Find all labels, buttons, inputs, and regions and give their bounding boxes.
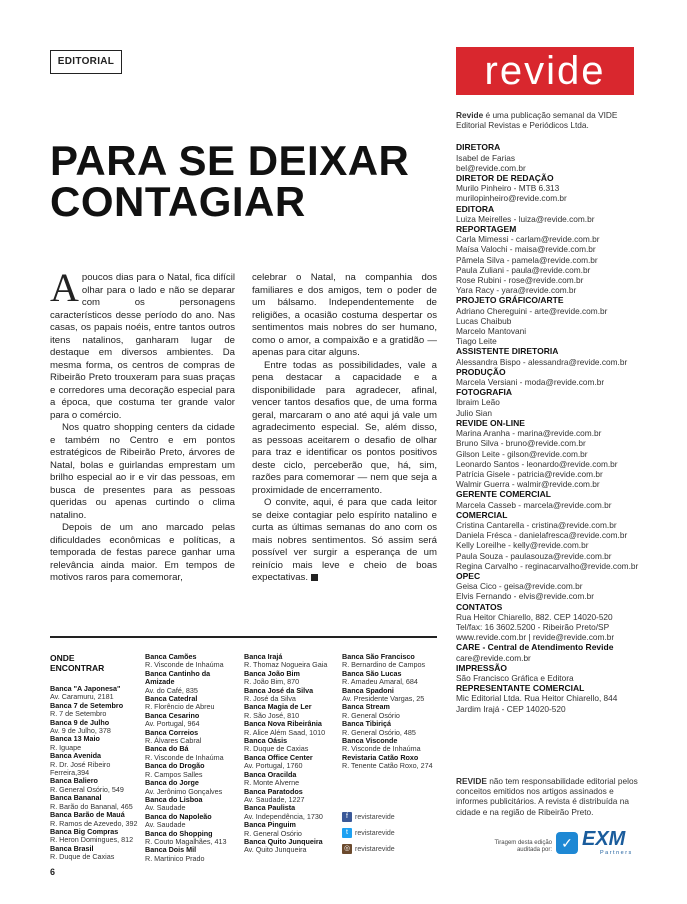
newsstand-address: Av. Jerônimo Gonçalves xyxy=(145,786,223,796)
newsstand-name: Banca Office Center xyxy=(244,752,313,762)
masthead-line: Regina Carvalho - reginacarvalho@revide.com.br xyxy=(456,560,639,571)
masthead-heading: COMERCIAL xyxy=(456,509,508,520)
checkmark-icon: ✓ xyxy=(556,832,578,854)
newsstand-address: R. Barão do Bananal, 465 xyxy=(50,801,133,811)
newsstand-name: Banca Cesarino xyxy=(145,710,200,720)
newsstand-address: R. Ramos de Azevedo, 392 xyxy=(50,818,138,828)
newsstand-address: R. Duque de Caxias xyxy=(244,744,309,754)
newsstand-address: Av. Saudade xyxy=(145,803,186,813)
newsstand-name: Banca Correios xyxy=(145,727,199,737)
paragraph-5: Entre todas as possibilidades, vale a pena destacar a capacidade e a disponibilidade para agradecer, afinal, vencer tantos desafios que, de uma forma geral, marcaram o ano até aqui já vale um agradecimento especial. Se, além disso, as pessoas aceitarem o desafio de olhar para traz e identificar os pontos positivos deste ciclo, perceberão que, há, sim, razões para comemorar — nem que seja a proximidade de encerramento. xyxy=(252,359,437,496)
masthead-line: Leonardo Santos - leonardo@revide.com.br xyxy=(456,458,618,469)
masthead-line: Paula Zuliani - paula@revide.com.br xyxy=(456,264,591,275)
masthead-line: Adriano Chereguini - arte@revide.com.br xyxy=(456,305,608,316)
masthead-heading: PRODUÇÃO xyxy=(456,366,506,377)
newsstand-name: Banca Camões xyxy=(145,652,197,661)
end-mark-icon xyxy=(311,574,318,581)
newsstand-name: Banca Cantinho da Amizade xyxy=(145,668,211,687)
masthead-line: Mic Editorial Ltda. Rua Heitor Chiarello, 844 xyxy=(456,693,618,704)
newsstand-address: Av. Independência, 1730 xyxy=(244,811,323,821)
newsstand-name: Banca Magia de Ler xyxy=(244,702,312,712)
masthead-heading: ASSISTENTE DIRETORIA xyxy=(456,346,559,357)
masthead-line: Patrícia Gisele - patricia@revide.com.br xyxy=(456,468,603,479)
social-instagram[interactable]: ◎ revistarevide xyxy=(343,845,395,853)
paragraph-1: poucos dias para o Natal, fica difícil olhar para o lado e não se deparar com os personagens característicos desse período do ano. Nas casas, os papais noéis, entre tantos outros itens natalinos, ganharam lugar de destaque em diversos ambientes. Da mesma forma, os centros de compras de Ribeirão Preto trouxeram para suas praças e corredores uma decoração especial para a época, que costuma ter grande valor para o comércio. xyxy=(50,272,235,421)
newsstand-address: R. Monte Alverne xyxy=(244,778,300,788)
masthead-heading: EDITORA xyxy=(456,203,495,214)
paragraph-3: Depois de um ano marcado pelas dificuldades econômicas e políticas, a temporada de festas parece ganhar uma relevância ainda maior. Em tempos de motivos raros para comemorar, xyxy=(50,522,235,583)
newsstand-name: Banca Brasil xyxy=(50,843,94,853)
masthead-heading: CARE - Central de Atendimento Revide xyxy=(456,642,614,653)
exm-logo: EXM xyxy=(582,828,626,850)
newsstand-name: Banca do Shopping xyxy=(145,828,213,838)
newsstand-name: Banca São Lucas xyxy=(342,668,402,678)
masthead xyxy=(456,110,641,714)
masthead-line: Kelly Loreilhe - kelly@revide.com.br xyxy=(456,540,589,551)
newsstand-address: R. Florêncio de Abreu xyxy=(145,702,215,712)
newsstand-address: R. General Osório xyxy=(342,710,400,720)
social-twitter[interactable]: t revistarevide xyxy=(342,828,395,838)
masthead-line: Tel/fax: 16 3602.5200 - Ribeirão Preto/SP xyxy=(456,621,610,632)
social-facebook[interactable]: f revistarevide xyxy=(342,812,395,822)
newsstand-address: Av. Quito Junqueira xyxy=(244,845,307,855)
masthead-heading: REVIDE ON-LINE xyxy=(456,417,525,428)
audit-text: Tiragem desta edição auditada por: xyxy=(494,840,552,853)
newsstand-name: Banca "A Japonesa" xyxy=(50,684,121,693)
newsstand-name: Banca Visconde xyxy=(342,736,398,746)
newsstand-name: Banca São Francisco xyxy=(342,652,415,661)
newsstand-address: R. Álvares Cabral xyxy=(145,736,202,746)
newsstand-address: R. Bernardino de Campos xyxy=(342,660,426,670)
masthead-line: Yara Racy - yara@revide.com.br xyxy=(456,285,577,296)
newsstand-name: Banca Barão de Mauá xyxy=(50,810,125,820)
newsstand-name: Banca Bananal xyxy=(50,793,102,803)
masthead-line: Jardim Irajá - CEP 14020-520 xyxy=(456,703,566,714)
newsstand-name: Banca Avenida xyxy=(50,751,101,761)
newsstand-column-2 xyxy=(145,653,240,863)
newsstand-name: Banca Oracilda xyxy=(244,769,297,779)
newsstand-address: R. Visconde de Inhaúma xyxy=(342,744,421,754)
masthead-heading: REPORTAGEM xyxy=(456,224,517,235)
masthead-line: Paula Souza - paulasouza@revide.com.br xyxy=(456,550,612,561)
newsstand-name: Banca Paratodos xyxy=(244,786,303,796)
facebook-icon: f xyxy=(342,812,352,822)
masthead-line: Rua Heitor Chiarello, 882. CEP 14020-520 xyxy=(456,611,613,622)
newsstand-name: Banca Big Compras xyxy=(50,826,119,836)
newsstand-address: R. Visconde de Inhaúma xyxy=(145,660,224,670)
newsstand-address: Av. Saudade, 1227 xyxy=(244,794,305,804)
masthead-line: Walmir Guerra - walmir@revide.com.br xyxy=(456,479,600,490)
masthead-line: Luiza Meirelles - luiza@revide.com.br xyxy=(456,213,595,224)
newsstand-address: R. General Osório xyxy=(244,828,302,838)
drop-cap: A xyxy=(50,265,79,310)
masthead-line: Tiago Leite xyxy=(456,336,497,347)
masthead-line: Marcela Versiani - moda@revide.com.br xyxy=(456,377,605,388)
newsstand-name: Banca Nova Ribeirânia xyxy=(244,719,322,729)
masthead-entries xyxy=(456,142,641,713)
masthead-line: Pâmela Silva - pamela@revide.com.br xyxy=(456,254,598,265)
masthead-line: Lucas Chaibub xyxy=(456,315,512,326)
instagram-icon: ◎ xyxy=(343,845,351,852)
newsstand-name: Banca do Lisboa xyxy=(145,794,203,804)
masthead-line: Bruno Silva - bruno@revide.com.br xyxy=(456,438,586,449)
newsstand-name: Banca Catedral xyxy=(145,694,198,704)
newsstand-name: Banca João Bim xyxy=(244,668,300,678)
exm-sub-logo: Partners xyxy=(600,850,633,856)
newsstand-address: R. Dr. José Ribeiro Ferreira,394 xyxy=(50,759,111,778)
newsstand-address: R. 7 de Setembro xyxy=(50,709,107,719)
newsstand-address: R. Martinico Prado xyxy=(145,853,205,863)
masthead-line: Marcela Casseb - marcela@revide.com.br xyxy=(456,499,612,510)
onde-encontrar-title: ONDE ENCONTRAR xyxy=(50,653,105,673)
masthead-line: Rose Rubini - rose@revide.com.br xyxy=(456,275,584,286)
paragraph-4: celebrar o Natal, na companhia dos familiares e dos amigos, tem o poder de um bálsamo. Independentemente de religiões, a ocasião costuma despertar os sentimentos mais nobres do ser humano, como o amor, a compaixão e a gratidão — apenas para citar alguns. xyxy=(252,272,437,358)
masthead-line: Marina Aranha - marina@revide.com.br xyxy=(456,428,602,439)
masthead-line: Daniela Frésca - danielafresca@revide.com.br xyxy=(456,530,628,541)
newsstand-address: R. João Bim, 870 xyxy=(244,677,300,687)
paragraph-6: O convite, aqui, é para que cada leitor se deixe contagiar pelo espírito natalino e curta as últimas semanas do ano com os mais nobres sentimentos. Só assim será possível ver surgir a esperança de um reinício mais leve e cheio de boas expectativas. xyxy=(252,497,437,583)
newsstand-address: Av. Portugal, 1760 xyxy=(244,761,303,771)
newsstand-column-1 xyxy=(50,685,145,862)
masthead-line: Ibraim Leão xyxy=(456,397,500,408)
newsstand-address: R. Couto Magalhães, 413 xyxy=(145,836,227,846)
newsstand-name: Banca 9 de Julho xyxy=(50,717,110,727)
masthead-line: Gilson Leite - gilson@revide.com.br xyxy=(456,448,588,459)
masthead-line: Julio Sian xyxy=(456,407,492,418)
twitter-icon: t xyxy=(342,828,352,838)
masthead-line: Carla Mimessi - carlam@revide.com.br xyxy=(456,234,600,245)
section-tag: EDITORIAL xyxy=(50,50,122,74)
newsstand-address: R. Campos Salles xyxy=(145,769,203,779)
newsstand-address: R. Amadeu Amaral, 684 xyxy=(342,677,418,687)
masthead-heading: IMPRESSÃO xyxy=(456,662,508,673)
masthead-line: murilopinheiro@revide.com.br xyxy=(456,193,567,204)
masthead-line: Isabel de Farias xyxy=(456,152,516,163)
newsstand-address: R. General Osório, 485 xyxy=(342,727,416,737)
newsstand-column-3 xyxy=(244,653,339,855)
newsstand-address: Av. 9 de Julho, 378 xyxy=(50,726,111,736)
newsstand-name: Banca Irajá xyxy=(244,652,283,661)
newsstand-name: Banca Quito Junqueira xyxy=(244,836,323,846)
newsstand-name: Banca José da Silva xyxy=(244,685,314,695)
newsstand-address: R. Tenente Catão Roxo, 274 xyxy=(342,761,433,771)
newsstand-address: R. Visconde de Inhaúma xyxy=(145,752,224,762)
newsstand-name: Revistaria Catão Roxo xyxy=(342,752,419,762)
masthead-line: Elvis Fernando - elvis@revide.com.br xyxy=(456,591,594,602)
masthead-heading: REPRESENTANTE COMERCIAL xyxy=(456,683,585,694)
newsstand-address: Av. Presidente Vargas, 25 xyxy=(342,694,425,704)
newsstand-name: Banca do Bá xyxy=(145,744,189,754)
newsstand-name: Banca 7 de Setembro xyxy=(50,700,124,710)
newsstand-name: Banca Oásis xyxy=(244,736,288,746)
masthead-heading: OPEC xyxy=(456,570,481,581)
newsstand-name: Banca Tibiriçá xyxy=(342,719,392,729)
revide-logo: revide xyxy=(456,47,634,95)
masthead-line: São Francisco Gráfica e Editora xyxy=(456,672,574,683)
newsstand-name: Banca Baliero xyxy=(50,776,98,786)
newsstand-name: Banca do Drogão xyxy=(145,761,205,771)
masthead-heading: DIRETORA xyxy=(456,142,501,153)
newsstand-name: Banca do Napoleão xyxy=(145,811,212,821)
newsstand-name: Banca Pinguim xyxy=(244,820,296,830)
newsstand-address: Av. Caramuru, 2181 xyxy=(50,692,114,702)
newsstand-name: Banca do Jorge xyxy=(145,778,199,788)
newsstand-address: Av. do Café, 835 xyxy=(145,685,198,695)
paragraph-2: Nos quatro shopping centers da cidade e também no Centro e em pontos estratégicos de Ribeirão Preto, árvores de Natal, bolas e guirlandas emprestam um brilho especial ao ir e vir das pessoas, em busca de presentes para as pessoas queridas ou apenas curtindo o clima natalino. xyxy=(50,422,235,521)
headline: PARA SE DEIXAR CONTAGIAR xyxy=(50,137,410,225)
masthead-line: Maísa Valochi - maisa@revide.com.br xyxy=(456,244,596,255)
newsstand-address: R. Alice Além Saad, 1010 xyxy=(244,727,326,737)
newsstand-address: Av. Saudade xyxy=(145,820,186,830)
newsstand-name: Banca Spadoni xyxy=(342,685,394,695)
newsstand-name: Banca Stream xyxy=(342,702,390,712)
masthead-heading: GERENTE COMERCIAL xyxy=(456,489,551,500)
newsstand-address: R. Duque de Caxias xyxy=(50,852,115,862)
masthead-line: www.revide.com.br | revide@revide.com.br xyxy=(456,632,615,643)
body-column-left xyxy=(50,265,235,585)
masthead-line: Alessandra Bispo - alessandra@revide.com.br xyxy=(456,356,628,367)
masthead-line: Cristina Cantarella - cristina@revide.com.br xyxy=(456,519,617,530)
masthead-line: care@revide.com.br xyxy=(456,652,531,663)
masthead-line: bel@revide.com.br xyxy=(456,162,526,173)
newsstand-name: Banca Paulista xyxy=(244,803,296,813)
newsstand-address: R. Heron Domingues, 812 xyxy=(50,835,134,845)
page-number: 6 xyxy=(50,867,56,877)
masthead-intro: Revide é uma publicação semanal da VIDE Editorial Revistas e Periódicos Ltda. xyxy=(456,110,618,131)
masthead-line: Geisa Cico - geisa@revide.com.br xyxy=(456,581,583,592)
newsstand-column-4 xyxy=(342,653,437,771)
masthead-heading: FOTOGRAFIA xyxy=(456,387,513,398)
newsstand-address: Av. Portugal, 964 xyxy=(145,719,200,729)
newsstand-address: R. Thomaz Nogueira Gaia xyxy=(244,660,328,670)
masthead-line: Marcelo Mantovani xyxy=(456,326,527,337)
section-divider xyxy=(50,636,437,638)
masthead-heading: PROJETO GRÁFICO/ARTE xyxy=(456,295,564,306)
newsstand-name: Banca Dois Mil xyxy=(145,845,197,855)
masthead-heading: CONTATOS xyxy=(456,601,503,612)
newsstand-address: R. São José, 810 xyxy=(244,710,300,720)
body-column-right xyxy=(252,272,437,585)
newsstand-address: R. José da Silva xyxy=(244,694,296,704)
newsstand-name: Banca 13 Maio xyxy=(50,734,100,744)
disclaimer: REVIDE não tem responsabilidade editorial pelos conceitos emitidos nos artigos assinados e informes publicitários. A revista é distribuída na cidade e na região de Ribeirão Preto. xyxy=(456,776,638,817)
masthead-line: Murilo Pinheiro - MTB 6.313 xyxy=(456,183,560,194)
masthead-heading: DIRETOR DE REDAÇÃO xyxy=(456,173,554,184)
newsstand-address: R. Iguape xyxy=(50,742,82,752)
newsstand-address: R. General Osório, 549 xyxy=(50,784,124,794)
